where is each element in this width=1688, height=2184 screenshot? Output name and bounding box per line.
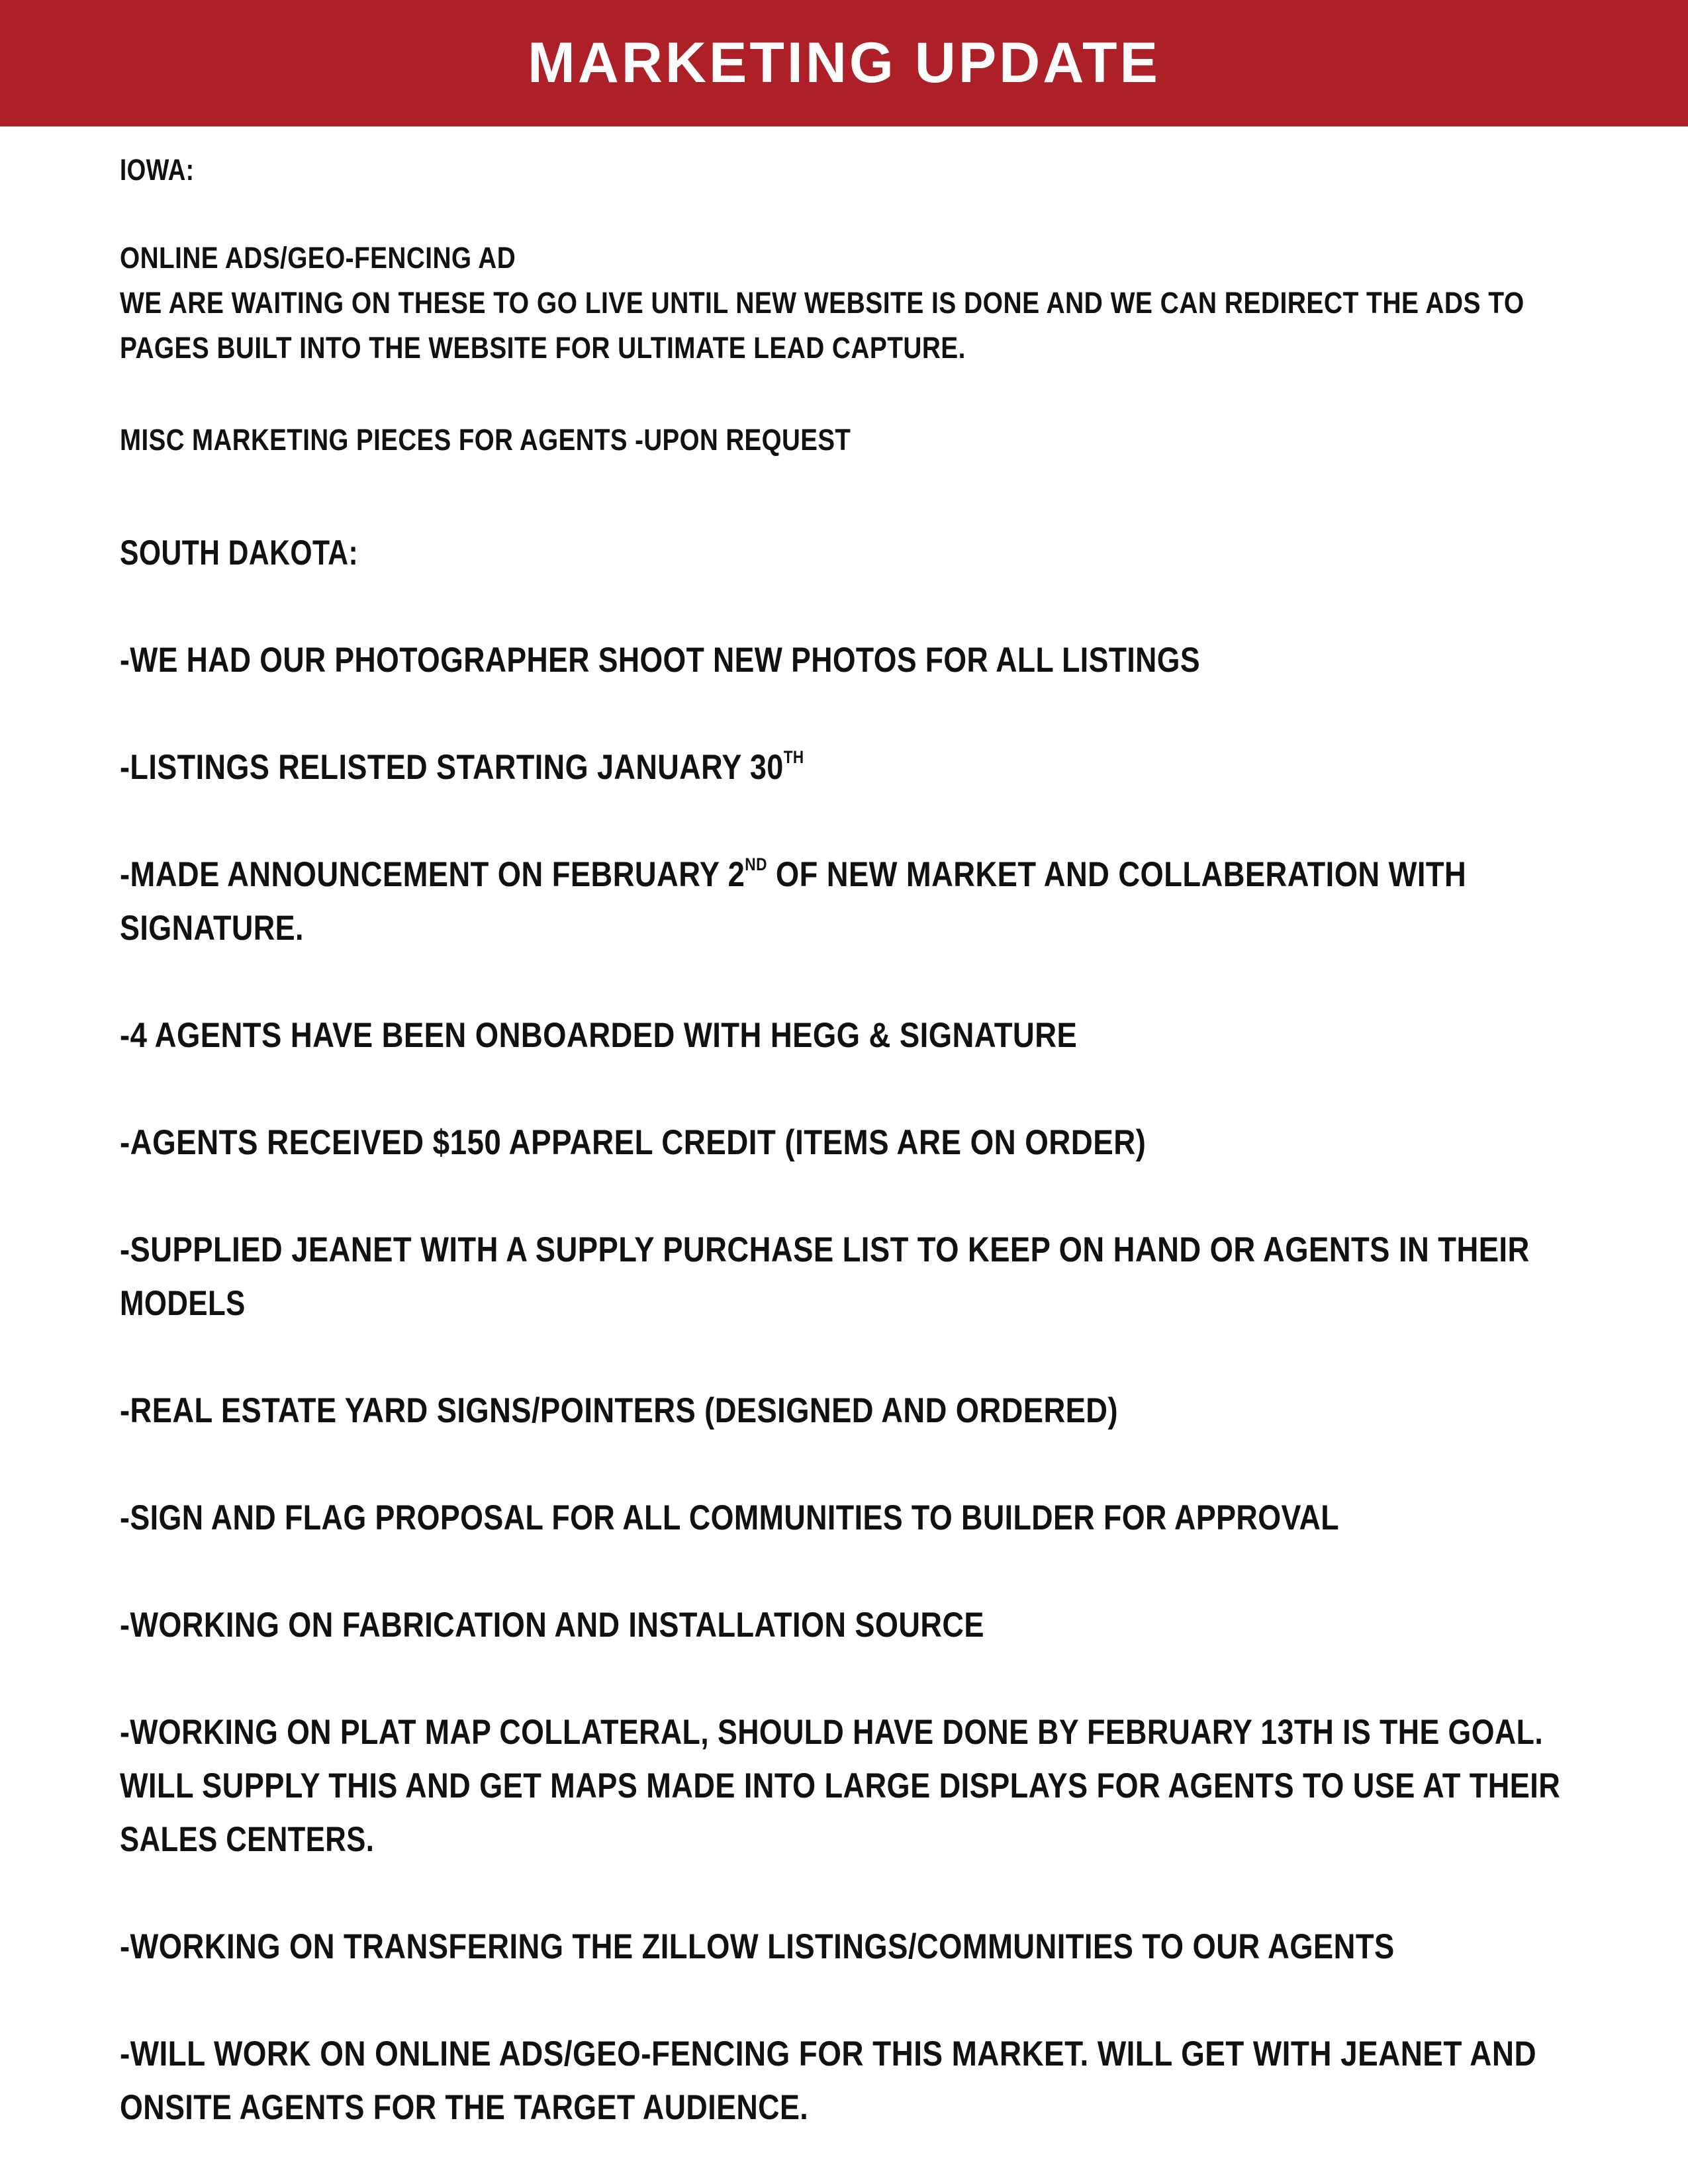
iowa-misc-marketing: MISC MARKETING PIECES FOR AGENTS -UPON REQUEST	[120, 423, 851, 457]
sd-item-plat-map-line2: WILL SUPPLY THIS AND GET MAPS MADE INTO LARGE DISPLAYS FOR AGENTS TO USE AT THEIR	[120, 1766, 1561, 1805]
sd-item-online-ads-line2: ONSITE AGENTS FOR THE TARGET AUDIENCE.	[120, 2088, 809, 2127]
page-title: MARKETING UPDATE	[528, 31, 1160, 95]
sd-item-announcement-text-a: -MADE ANNOUNCEMENT ON FEBRUARY 2	[120, 855, 745, 894]
section-heading-south-dakota: SOUTH DAKOTA:	[120, 533, 359, 572]
sd-item-apparel-credit: -AGENTS RECEIVED $150 APPAREL CREDIT (ITEMS ARE ON ORDER)	[120, 1123, 1147, 1162]
iowa-online-ads-title: ONLINE ADS/GEO-FENCING AD	[120, 241, 516, 275]
section-heading-iowa: IOWA:	[120, 153, 195, 187]
sd-item-photos: -WE HAD OUR PHOTOGRAPHER SHOOT NEW PHOTOS FOR ALL LISTINGS	[120, 641, 1200, 680]
header-bar	[0, 0, 1688, 126]
sd-item-fabrication: -WORKING ON FABRICATION AND INSTALLATION SOURCE	[120, 1606, 984, 1645]
sd-item-plat-map-line3: SALES CENTERS.	[120, 1820, 375, 1859]
sd-item-plat-map-line1: -WORKING ON PLAT MAP COLLATERAL, SHOULD HAVE DONE BY FEBRUARY 13TH IS THE GOAL.	[120, 1713, 1544, 1752]
sd-item-announcement-text-b: OF NEW MARKET AND COLLABERATION WITH	[767, 855, 1467, 894]
sd-item-announcement-line1	[120, 854, 1466, 895]
sd-item-relisted	[120, 747, 804, 788]
ordinal-suffix: ND	[745, 854, 767, 875]
sd-item-agents-onboarded: -4 AGENTS HAVE BEEN ONBOARDED WITH HEGG & SIGNATURE	[120, 1016, 1078, 1055]
sd-item-supply-list-line1: -SUPPLIED JEANET WITH A SUPPLY PURCHASE LIST TO KEEP ON HAND OR AGENTS IN THEIR	[120, 1230, 1530, 1269]
ordinal-suffix: TH	[783, 747, 804, 768]
sd-item-yard-signs: -REAL ESTATE YARD SIGNS/POINTERS (DESIGNED AND ORDERED)	[120, 1391, 1118, 1430]
sd-item-flag-proposal: -SIGN AND FLAG PROPOSAL FOR ALL COMMUNITIES TO BUILDER FOR APPROVAL	[120, 1498, 1340, 1537]
sd-item-supply-list-line2: MODELS	[120, 1284, 246, 1323]
sd-item-zillow: -WORKING ON TRANSFERING THE ZILLOW LISTINGS/COMMUNITIES TO OUR AGENTS	[120, 1927, 1395, 1966]
sd-item-online-ads-line1: -WILL WORK ON ONLINE ADS/GEO-FENCING FOR THIS MARKET. WILL GET WITH JEANET AND	[120, 2034, 1537, 2073]
iowa-online-ads-text-line1: WE ARE WAITING ON THESE TO GO LIVE UNTIL NEW WEBSITE IS DONE AND WE CAN REDIRECT THE ADS TO	[120, 286, 1524, 320]
sd-item-announcement-line2: SIGNATURE.	[120, 909, 304, 948]
sd-item-relisted-text: -LISTINGS RELISTED STARTING JANUARY 30	[120, 748, 784, 787]
iowa-online-ads-text-line2: PAGES BUILT INTO THE WEBSITE FOR ULTIMATE LEAD CAPTURE.	[120, 331, 966, 365]
